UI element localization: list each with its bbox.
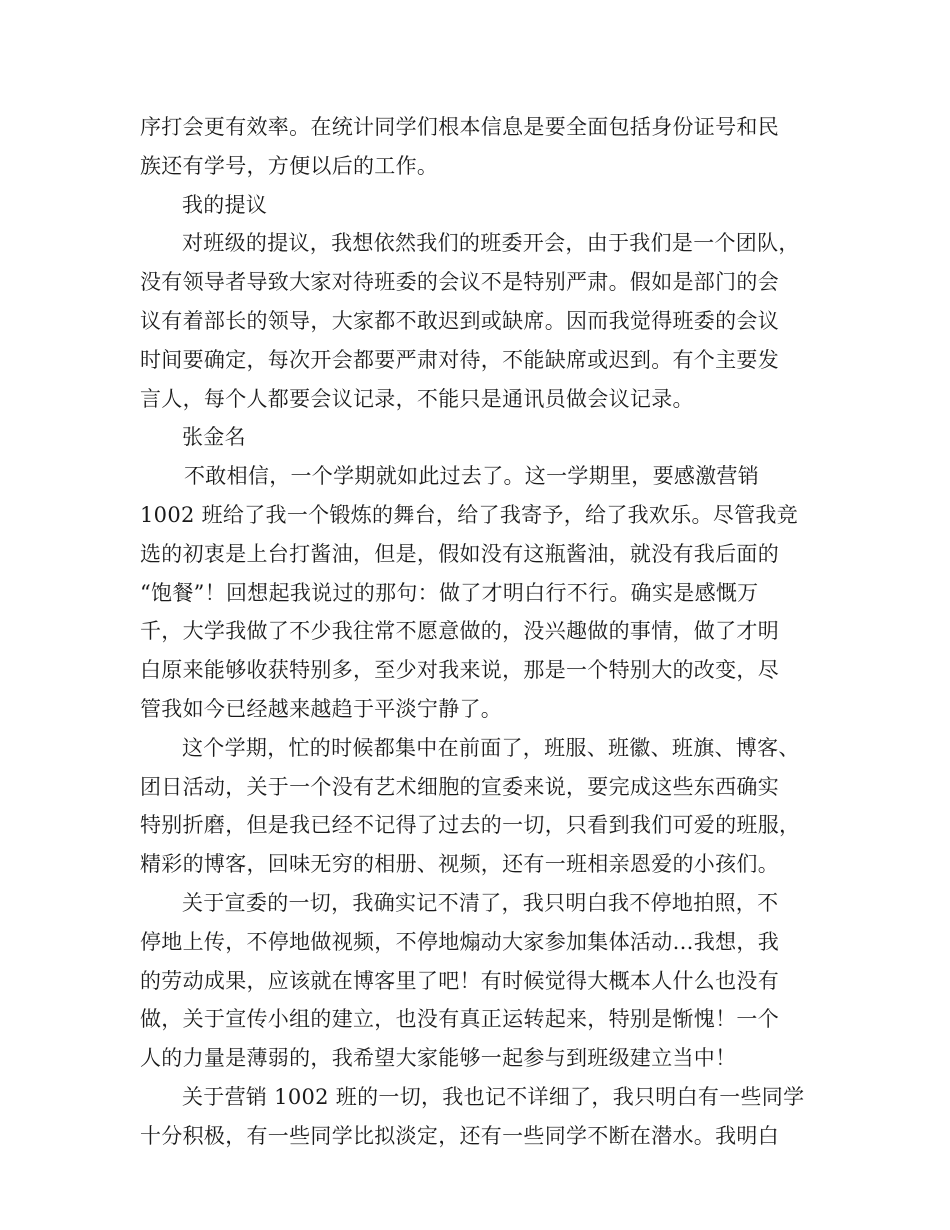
text-line: 的劳动成果，应该就在博客里了吧！有时候觉得大概本人什么也没有 xyxy=(140,968,779,993)
text-line: 人的力量是薄弱的，我希望大家能够一起参与到班级建立当中！ xyxy=(140,1046,737,1071)
text-line: 言人，每个人都要会议记录，不能只是通讯员做会议记录。 xyxy=(140,386,694,411)
text-line: 关于营销 1002 班的一切，我也记不详细了，我只明白有一些同学 xyxy=(182,1084,805,1109)
document-page xyxy=(140,108,812,1156)
author-name: 张金名 xyxy=(182,425,246,450)
text-line: 对班级的提议，我想依然我们的班委开会，由于我们是一个团队， xyxy=(182,231,800,256)
text-line: 关于宣委的一切，我确实记不清了，我只明白我不停地拍照，不 xyxy=(182,890,779,915)
text-line: 选的初衷是上台打酱油，但是，假如没有这瓶酱油，就没有我后面的 xyxy=(140,541,779,566)
text-line: 特别折磨，但是我已经不记得了过去的一切，只看到我们可爱的班服， xyxy=(140,813,801,838)
text-line: 不敢相信，一个学期就如此过去了。这一学期里，要感激营销 xyxy=(184,464,760,489)
text-line: 十分积极，有一些同学比拟淡定，还有一些同学不断在潜水。我明白 xyxy=(140,1123,779,1148)
text-line: 白原来能够收获特别多，至少对我来说，那是一个特别大的改变，尽 xyxy=(140,658,779,683)
text-line: 团日活动，关于一个没有艺术细胞的宣委来说，要完成这些东西确实 xyxy=(140,774,779,799)
text-line: “饱餐”！回想起我说过的那句：做了才明白行不行。确实是感慨万 xyxy=(140,580,759,605)
text-line: 议有着部长的领导，大家都不敢迟到或缺席。因而我觉得班委的会议 xyxy=(140,308,779,333)
text-line: 停地上传，不停地做视频，不停地煽动大家参加集体活动…我想，我 xyxy=(140,929,779,954)
text-line: 千，大学我做了不少我往常不愿意做的，没兴趣做的事情，做了才明 xyxy=(140,619,779,644)
text-line: 1002 班给了我一个锻炼的舞台，给了我寄予，给了我欢乐。尽管我竞 xyxy=(140,502,799,527)
text-line: 序打会更有效率。在统计同学们根本信息是要全面包括身份证号和民 xyxy=(140,115,779,139)
text-line: 这个学期，忙的时候都集中在前面了，班服、班徽、班旗、博客、 xyxy=(182,735,800,760)
text-line: 做，关于宣传小组的建立，也没有真正运转起来，特别是惭愧！一个 xyxy=(140,1007,779,1032)
text-line: 族还有学号，方便以后的工作。 xyxy=(140,153,439,178)
text-line: 管我如今已经越来越趋于平淡宁静了。 xyxy=(140,696,503,721)
section-heading: 我的提议 xyxy=(182,192,268,217)
text-line: 精彩的博客，回味无穷的相册、视频，还有一班相亲恩爱的小孩们。 xyxy=(140,852,779,877)
text-line: 没有领导者导致大家对待班委的会议不是特别严肃。假如是部门的会 xyxy=(140,270,779,295)
text-line: 时间要确定，每次开会都要严肃对待，不能缺席或迟到。有个主要发 xyxy=(140,347,779,372)
